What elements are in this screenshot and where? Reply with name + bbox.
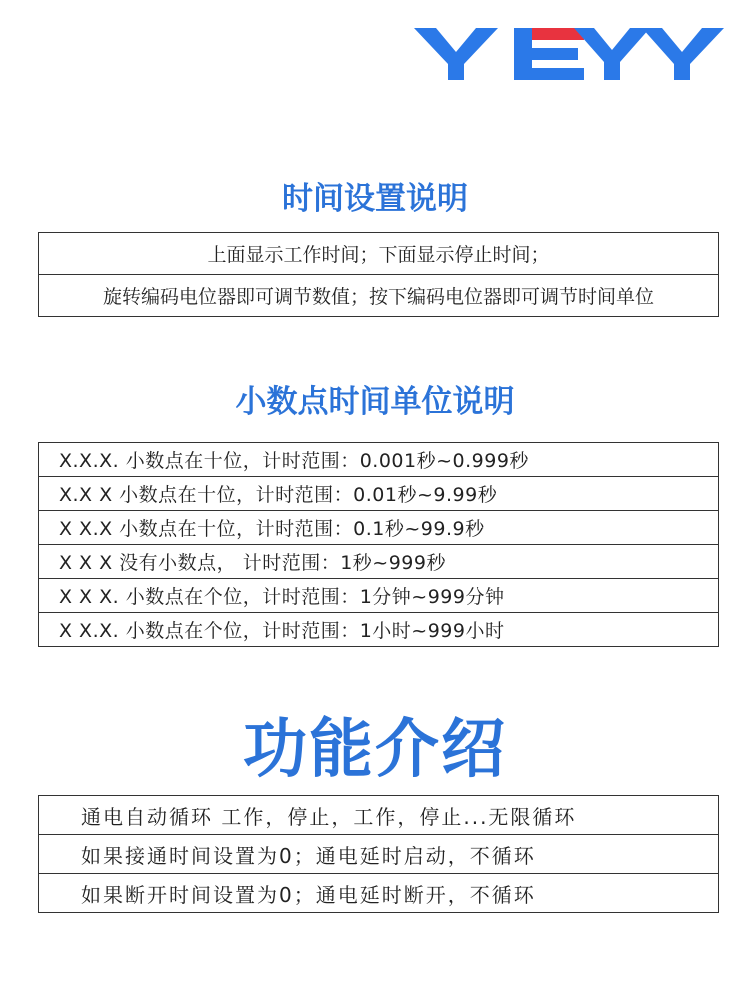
table-row (39, 275, 719, 317)
table-cell: 如果接通时间设置为0；通电延时启动，不循环 (39, 835, 719, 874)
table-row (39, 443, 719, 477)
table-cell: X X X 没有小数点， 计时范围：1秒~999秒 (39, 545, 719, 579)
function-intro-table (38, 795, 719, 913)
table-cell: 通电自动循环 工作，停止，工作，停止...无限循环 (39, 796, 719, 835)
table-row (39, 613, 719, 647)
table-cell: X.X.X. 小数点在十位，计时范围：0.001秒~0.999秒 (39, 443, 719, 477)
table-row (39, 477, 719, 511)
table-row (39, 796, 719, 835)
table-cell: X.X X 小数点在十位，计时范围：0.01秒~9.99秒 (39, 477, 719, 511)
table-row (39, 835, 719, 874)
function-intro-title: 功能介绍 (243, 713, 507, 787)
table-cell: X X X. 小数点在个位，计时范围：1分钟~999分钟 (39, 579, 719, 613)
table-row (39, 545, 719, 579)
table-row (39, 874, 719, 913)
time-settings-title: 时间设置说明 (282, 181, 468, 217)
table-row (39, 579, 719, 613)
table-cell: 如果断开时间设置为0；通电延时断开，不循环 (39, 874, 719, 913)
table-row (39, 233, 719, 275)
table-cell: 旋转编码电位器即可调节数值；按下编码电位器即可调节时间单位 (39, 275, 719, 317)
decimal-unit-table (38, 442, 719, 647)
table-row (39, 511, 719, 545)
yeyy-logo-icon (414, 28, 724, 80)
table-cell: X X.X. 小数点在个位，计时范围：1小时~999小时 (39, 613, 719, 647)
decimal-unit-title: 小数点时间单位说明 (235, 384, 515, 420)
table-cell: X X.X 小数点在十位，计时范围：0.1秒~99.9秒 (39, 511, 719, 545)
table-cell: 上面显示工作时间；下面显示停止时间； (39, 233, 719, 275)
time-settings-table (38, 232, 719, 317)
